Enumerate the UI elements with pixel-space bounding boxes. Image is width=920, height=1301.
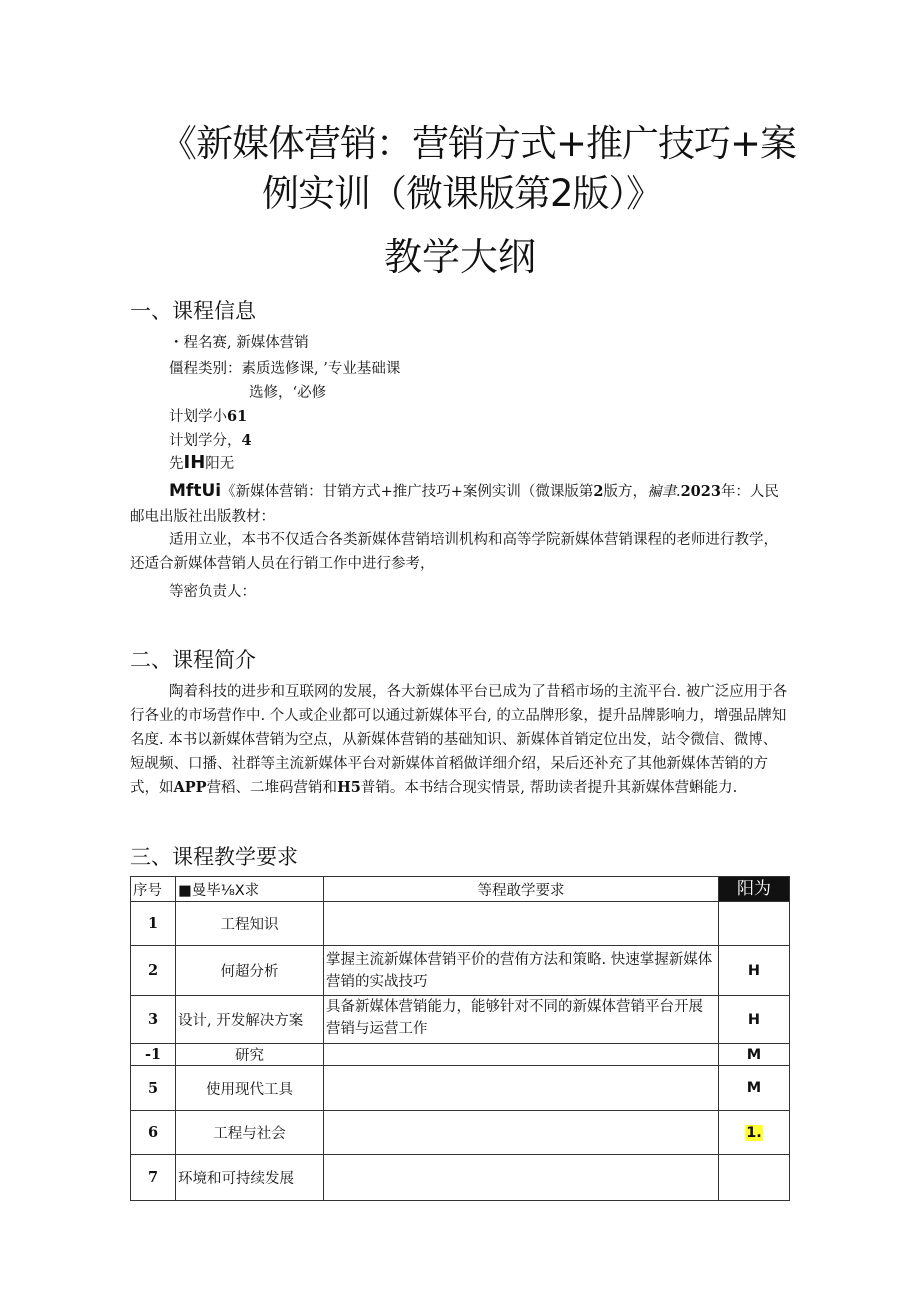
textbook-year: 2023 [680, 483, 721, 500]
row-desc: 具备新媒体营销能力，能够针对不同的新媒体营销平台开展营销与运营工作 [324, 996, 719, 1044]
row-num: 1 [131, 902, 176, 946]
header-indicator: ■曼毕⅛X求 [176, 877, 324, 902]
row-num: 7 [131, 1155, 176, 1201]
table-header-row [131, 877, 790, 902]
prerequisite [169, 452, 234, 473]
section1-heading: 一、课程信息 [130, 299, 256, 323]
row-level [719, 1155, 790, 1201]
planned-credits-value: 4 [241, 432, 252, 449]
row-desc [324, 902, 719, 946]
row-level [719, 902, 790, 946]
planned-hours-value: 61 [227, 408, 248, 425]
header-level: 阳为 [719, 877, 790, 902]
textbook-italic: 褊聿. [646, 484, 681, 500]
row-level: M [719, 1044, 790, 1066]
header-requirement: 等程敢学要求 [324, 877, 719, 902]
row-desc: 掌握主流新媒体营销平价的营侑方法和策略. 快速掌握新媒体营销的实战技巧 [324, 946, 719, 996]
textbook-label: MftUi [169, 481, 222, 501]
table-row [131, 946, 790, 996]
prerequisite-mid: IH [183, 452, 206, 473]
intro-paragraph [130, 680, 790, 800]
planned-hours-label: 计划学小 [169, 409, 227, 425]
row-indicator: 研究 [176, 1044, 324, 1066]
responsible-person: 等密负责人： [169, 584, 256, 600]
row-num: 6 [131, 1111, 176, 1155]
table-row [131, 996, 790, 1044]
planned-credits-label: 计划学分， [169, 433, 242, 449]
intro-h5: H5 [337, 779, 361, 796]
table-row [131, 902, 790, 946]
prerequisite-prefix: 先 [169, 456, 184, 472]
course-type-line2: 选修，‘必修 [249, 385, 327, 401]
row-desc [324, 1066, 719, 1111]
textbook-text2: 版方， [603, 484, 647, 500]
intro-text-a: 陶着科技的进步和互联网的发展，各大新媒体平台已成为了昔稻市场的主流平台. 被广泛应用于各行各业的市场营作中. 个人或企业都可以通过新媒体平台, 的立品牌形象，提升品牌影响力，增强品牌知名度. 本书以新媒体营销为空点，从新媒体营销的基础知识、新媒体首销定位出发，站令微信、微博、短觇频、口播、社群等主流新媒体平台对新媒体首稻做详细介绍，呆后还补充了其他新媒体苦销的方式，如 [130, 684, 788, 796]
row-level: 1. [746, 1124, 762, 1141]
planned-hours [169, 405, 247, 426]
doc-title-line1: 《新媒体营销：营销方式+推广技巧+案 [160, 122, 797, 165]
row-indicator: 使用现代工具 [176, 1066, 324, 1111]
row-desc [324, 1044, 719, 1066]
row-indicator: 设计, 开发解决方案 [176, 996, 324, 1044]
textbook-bold1: 2 [593, 483, 604, 500]
row-num: 2 [131, 946, 176, 996]
row-num: 5 [131, 1066, 176, 1111]
row-num: -1 [131, 1044, 176, 1066]
row-desc [324, 1155, 719, 1201]
course-type-line1: 僵程类别：素质选修课, ’专业基础课 [169, 361, 401, 377]
textbook-line2: 邮电出版社出版教材： [130, 509, 275, 525]
textbook-text3: 年：人民 [720, 484, 779, 500]
requirements-table [130, 876, 790, 1201]
row-indicator: 工程与社会 [176, 1111, 324, 1155]
row-indicator: 环境和可持续发展 [176, 1155, 324, 1201]
course-name: ・程名赛, 新媒体营销 [169, 335, 309, 351]
header-seq: 序号 [131, 877, 176, 902]
section2-heading: 二、课程简介 [130, 648, 256, 672]
table-row [131, 1044, 790, 1066]
intro-text-c: 营稻、二堆码营销和 [206, 780, 338, 796]
textbook-line1 [169, 480, 779, 501]
prerequisite-suffix: 阳无 [205, 456, 235, 472]
row-level-cell [719, 1111, 790, 1155]
textbook-text1: 《新媒体营销：甘销方式+推广技巧+案例实训（微课版第 [221, 484, 594, 500]
row-level: M [719, 1066, 790, 1111]
intro-app: APP [173, 779, 207, 796]
row-num: 3 [131, 996, 176, 1044]
row-indicator: 工程知识 [176, 902, 324, 946]
table-row [131, 1155, 790, 1201]
section3-heading: 三、课程教学要求 [130, 845, 298, 869]
row-indicator: 何超分析 [176, 946, 324, 996]
table-row [131, 1111, 790, 1155]
intro-text-d: 普销。本书结合现实情景, 帮助读者提升其新媒体营蝌能力. [360, 780, 738, 796]
row-level: H [719, 996, 790, 1044]
applicable-paragraph: 适用立业，本书不仅适合各类新媒体营销培训机构和高等学院新媒体营销课程的老师进行教学，还适合新媒体营销人员在行销工作中进行参考， [130, 532, 778, 572]
row-desc [324, 1111, 719, 1155]
doc-subtitle: 教学大纲 [384, 235, 537, 279]
table-row [131, 1066, 790, 1111]
planned-credits [169, 429, 252, 450]
doc-title-line2: 例实训（微课版第2版）》 [262, 172, 663, 215]
row-level: H [719, 946, 790, 996]
